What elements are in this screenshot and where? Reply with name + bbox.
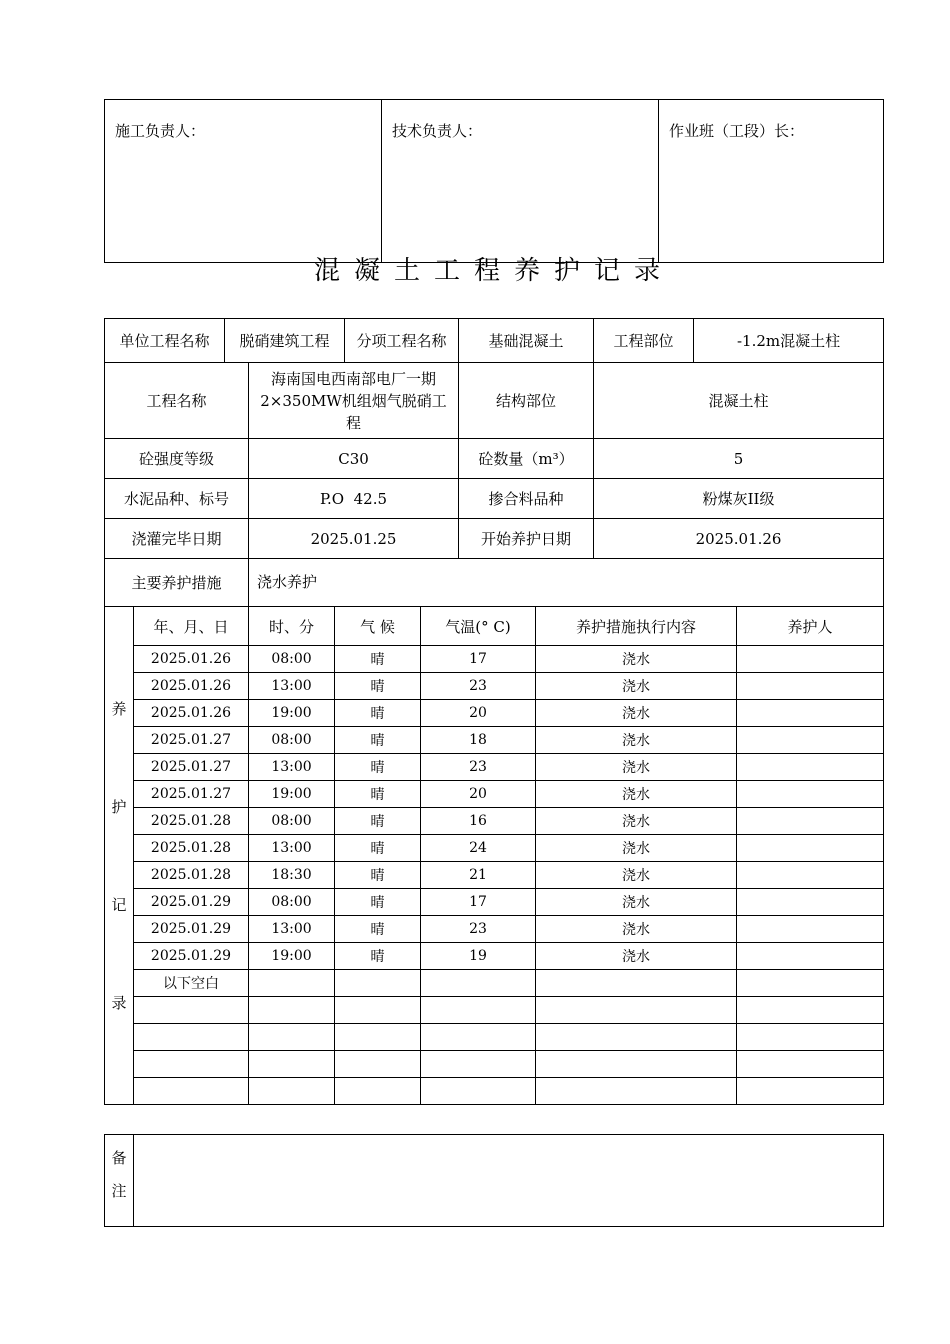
cell-measure: 浇水 xyxy=(536,700,737,727)
cell-temperature xyxy=(421,997,536,1024)
cell-weather: 晴 xyxy=(335,727,421,754)
cell-measure: 浇水 xyxy=(536,862,737,889)
sub-project-value: 基础混凝土 xyxy=(459,319,594,363)
cell-temperature: 19 xyxy=(421,943,536,970)
cell-caretaker xyxy=(737,970,884,997)
table-row xyxy=(105,970,884,997)
cell-weather xyxy=(335,1024,421,1051)
cell-temperature: 20 xyxy=(421,700,536,727)
admixture-label: 掺合料品种 xyxy=(459,479,594,519)
cell-time: 08:00 xyxy=(249,808,335,835)
unit-project-value: 脱硝建筑工程 xyxy=(225,319,345,363)
remark-content xyxy=(134,1135,884,1227)
cell-temperature: 23 xyxy=(421,673,536,700)
measure-value: 浇水养护 xyxy=(249,559,884,607)
cell-time: 18:30 xyxy=(249,862,335,889)
cell-temperature: 23 xyxy=(421,754,536,781)
cell-date: 2025.01.27 xyxy=(134,754,249,781)
grade-label: 砼强度等级 xyxy=(105,439,249,479)
cell-measure: 浇水 xyxy=(536,646,737,673)
cell-measure: 浇水 xyxy=(536,916,737,943)
pour-date-label: 浇灌完毕日期 xyxy=(105,519,249,559)
cell-temperature xyxy=(421,1024,536,1051)
admixture-value: 粉煤灰II级 xyxy=(594,479,884,519)
table-row xyxy=(105,835,884,862)
structure-value: 混凝土柱 xyxy=(594,363,884,439)
team-lead-cell xyxy=(659,100,884,263)
cell-caretaker xyxy=(737,916,884,943)
cell-weather: 晴 xyxy=(335,808,421,835)
cell-caretaker xyxy=(737,835,884,862)
table-row xyxy=(105,727,884,754)
technical-lead-cell xyxy=(382,100,659,263)
cell-measure xyxy=(536,1024,737,1051)
cell-time: 08:00 xyxy=(249,646,335,673)
cell-date: 2025.01.28 xyxy=(134,808,249,835)
cell-temperature: 23 xyxy=(421,916,536,943)
table-row xyxy=(105,943,884,970)
cell-time: 13:00 xyxy=(249,916,335,943)
table-row xyxy=(105,997,884,1024)
cell-temperature: 16 xyxy=(421,808,536,835)
table-row xyxy=(105,808,884,835)
cell-temperature: 17 xyxy=(421,646,536,673)
cell-date xyxy=(134,1078,249,1105)
cell-measure: 浇水 xyxy=(536,754,737,781)
cell-measure xyxy=(536,997,737,1024)
cell-date xyxy=(134,1024,249,1051)
cure-start-label: 开始养护日期 xyxy=(459,519,594,559)
header-time: 时、分 xyxy=(249,607,335,646)
cell-measure: 浇水 xyxy=(536,943,737,970)
cell-caretaker xyxy=(737,1051,884,1078)
measure-label: 主要养护措施 xyxy=(105,559,249,607)
cell-caretaker xyxy=(737,754,884,781)
cell-time: 13:00 xyxy=(249,673,335,700)
cell-measure: 浇水 xyxy=(536,835,737,862)
cell-date: 2025.01.29 xyxy=(134,943,249,970)
cement-label: 水泥品种、标号 xyxy=(105,479,249,519)
cell-date: 2025.01.29 xyxy=(134,916,249,943)
project-name-label: 工程名称 xyxy=(105,363,249,439)
unit-project-label: 单位工程名称 xyxy=(105,319,225,363)
cell-temperature: 24 xyxy=(421,835,536,862)
cell-caretaker xyxy=(737,1024,884,1051)
cell-measure: 浇水 xyxy=(536,889,737,916)
part-value: -1.2m混凝土柱 xyxy=(694,319,884,363)
remark-label xyxy=(105,1135,134,1227)
cell-time: 08:00 xyxy=(249,889,335,916)
cell-caretaker xyxy=(737,673,884,700)
cell-date: 2025.01.26 xyxy=(134,700,249,727)
cell-weather: 晴 xyxy=(335,862,421,889)
part-label: 工程部位 xyxy=(594,319,694,363)
cell-weather: 晴 xyxy=(335,943,421,970)
table-row xyxy=(105,1078,884,1105)
cell-date xyxy=(134,997,249,1024)
cell-date: 2025.01.28 xyxy=(134,835,249,862)
cell-date: 2025.01.27 xyxy=(134,781,249,808)
remark-label-char: 注 xyxy=(111,1182,127,1200)
cement-value: P.O 42.5 xyxy=(249,479,459,519)
cell-temperature xyxy=(421,1078,536,1105)
cell-time: 13:00 xyxy=(249,754,335,781)
volume-value: 5 xyxy=(594,439,884,479)
table-row xyxy=(105,862,884,889)
cell-weather xyxy=(335,970,421,997)
cell-measure xyxy=(536,1078,737,1105)
construction-lead-label: 施工负责人： xyxy=(115,122,206,140)
cell-weather xyxy=(335,1051,421,1078)
header-date: 年、月、日 xyxy=(134,607,249,646)
cell-time: 08:00 xyxy=(249,727,335,754)
cure-start-value: 2025.01.26 xyxy=(594,519,884,559)
side-label-char: 护 xyxy=(111,797,127,816)
volume-label: 砼数量（m³） xyxy=(459,439,594,479)
cell-temperature: 21 xyxy=(421,862,536,889)
cell-time: 19:00 xyxy=(249,781,335,808)
cell-temperature: 18 xyxy=(421,727,536,754)
table-row xyxy=(105,646,884,673)
cell-weather: 晴 xyxy=(335,889,421,916)
technical-lead-label: 技术负责人： xyxy=(392,122,483,140)
cell-caretaker xyxy=(737,1078,884,1105)
cell-caretaker xyxy=(737,808,884,835)
table-row xyxy=(105,1051,884,1078)
side-label-char: 录 xyxy=(111,993,127,1012)
side-label-char: 记 xyxy=(111,895,127,914)
cell-date: 2025.01.27 xyxy=(134,727,249,754)
cell-caretaker xyxy=(737,727,884,754)
remark-table xyxy=(104,1134,884,1227)
cell-date: 2025.01.28 xyxy=(134,862,249,889)
table-row xyxy=(105,754,884,781)
info-table xyxy=(104,318,884,607)
cell-caretaker xyxy=(737,646,884,673)
cell-weather: 晴 xyxy=(335,646,421,673)
cell-time xyxy=(249,1051,335,1078)
table-row xyxy=(105,781,884,808)
cell-time: 13:00 xyxy=(249,835,335,862)
cell-weather: 晴 xyxy=(335,835,421,862)
structure-label: 结构部位 xyxy=(459,363,594,439)
cell-weather: 晴 xyxy=(335,673,421,700)
construction-lead-cell xyxy=(105,100,382,263)
cell-caretaker xyxy=(737,943,884,970)
log-header-row xyxy=(105,607,884,646)
cell-time: 19:00 xyxy=(249,943,335,970)
cell-time xyxy=(249,1024,335,1051)
team-lead-label: 作业班（工段）长： xyxy=(669,122,805,140)
pour-date-value: 2025.01.25 xyxy=(249,519,459,559)
cell-temperature xyxy=(421,1051,536,1078)
header-measure: 养护措施执行内容 xyxy=(536,607,737,646)
header-weather: 气 候 xyxy=(335,607,421,646)
cell-time xyxy=(249,970,335,997)
cell-measure: 浇水 xyxy=(536,781,737,808)
cell-weather: 晴 xyxy=(335,916,421,943)
cell-measure: 浇水 xyxy=(536,808,737,835)
cell-measure: 浇水 xyxy=(536,673,737,700)
cell-date: 2025.01.26 xyxy=(134,673,249,700)
table-row xyxy=(105,1024,884,1051)
cell-caretaker xyxy=(737,700,884,727)
cell-date: 2025.01.26 xyxy=(134,646,249,673)
signature-table xyxy=(104,99,884,263)
table-row xyxy=(105,673,884,700)
cell-time xyxy=(249,997,335,1024)
table-row xyxy=(105,916,884,943)
cell-temperature: 17 xyxy=(421,889,536,916)
header-caretaker: 养护人 xyxy=(737,607,884,646)
header-temperature: 气温(° C) xyxy=(421,607,536,646)
cell-caretaker xyxy=(737,889,884,916)
cell-date: 以下空白 xyxy=(134,970,249,997)
cell-time xyxy=(249,1078,335,1105)
cell-date: 2025.01.29 xyxy=(134,889,249,916)
cell-weather: 晴 xyxy=(335,781,421,808)
curing-record-side-label xyxy=(105,607,134,1105)
cell-temperature xyxy=(421,970,536,997)
side-label-char: 养 xyxy=(111,699,127,718)
cell-weather xyxy=(335,997,421,1024)
table-row xyxy=(105,889,884,916)
cell-time: 19:00 xyxy=(249,700,335,727)
cell-date xyxy=(134,1051,249,1078)
sub-project-label: 分项工程名称 xyxy=(345,319,459,363)
cell-caretaker xyxy=(737,781,884,808)
cell-measure xyxy=(536,970,737,997)
curing-log-table xyxy=(104,606,884,1105)
cell-weather: 晴 xyxy=(335,700,421,727)
cell-caretaker xyxy=(737,862,884,889)
cell-weather xyxy=(335,1078,421,1105)
cell-measure: 浇水 xyxy=(536,727,737,754)
cell-caretaker xyxy=(737,997,884,1024)
cell-weather: 晴 xyxy=(335,754,421,781)
document-title: 混凝土工程养护记录 xyxy=(313,256,674,286)
remark-label-char: 备 xyxy=(111,1149,127,1167)
cell-measure xyxy=(536,1051,737,1078)
table-row xyxy=(105,700,884,727)
cell-temperature: 20 xyxy=(421,781,536,808)
project-name-value: 海南国电西南部电厂一期2×350MW机组烟气脱硝工程 xyxy=(249,363,459,439)
grade-value: C30 xyxy=(249,439,459,479)
